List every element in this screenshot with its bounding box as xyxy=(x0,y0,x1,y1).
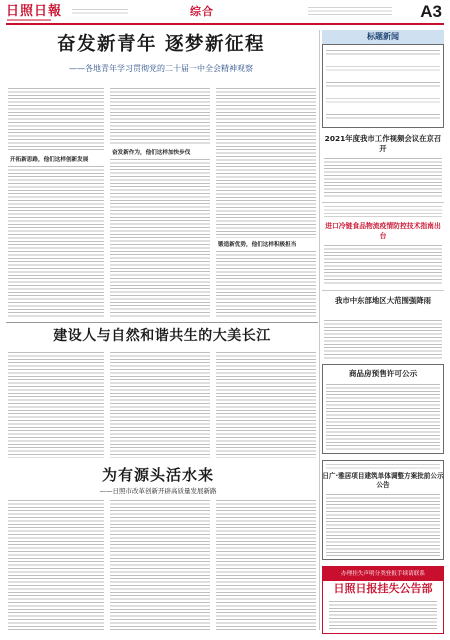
notice-2-title: 日广·雅居项目建筑单体调整方案批前公示公告 xyxy=(322,472,444,489)
headlines-box-title: 标题新闻 xyxy=(322,30,444,44)
masthead-editor-text xyxy=(308,7,392,17)
item-c-headline: 我市中东部地区大范围强降雨 xyxy=(334,296,432,305)
lost-notice-ad-topline: 办理挂失声明分类登报手续请联系 xyxy=(323,567,443,581)
notice-2-text xyxy=(326,494,440,556)
notice-1-text xyxy=(326,384,440,450)
story3-column-text xyxy=(216,500,316,630)
headline-item xyxy=(326,82,440,89)
item-c-text xyxy=(324,320,442,360)
headline-item xyxy=(326,66,440,73)
story2-column-text xyxy=(8,352,104,458)
story3-subheadline: ——日照市改革创新开辟高质量发展新路 xyxy=(99,487,217,495)
lead-column-text xyxy=(110,159,210,318)
lead-column-text xyxy=(110,88,210,146)
notice-2-kicker xyxy=(326,464,440,470)
sidebar-rule xyxy=(322,202,444,203)
story2-rule xyxy=(6,322,318,323)
item-b-headline: 进口冷链食品物流疫情防控技术指南出台 xyxy=(325,222,441,240)
section-label: 综合 xyxy=(190,5,214,18)
item-b-text xyxy=(324,245,442,285)
lead-column-text xyxy=(8,166,104,318)
masthead-rule xyxy=(6,23,444,25)
story3-headline: 为有源头活水来 xyxy=(101,466,214,484)
lead-subhead-1: 开拓新思路，他们这样创新发展 xyxy=(10,157,89,163)
story2-column-text xyxy=(110,352,210,458)
box-a-headline: 2021年度我市工作视频会议在京召开 xyxy=(324,134,442,153)
page-number: A3 xyxy=(420,2,442,21)
box-a-text xyxy=(324,158,442,198)
lead-subhead-3: 锻造新优势，他们这样积极担当 xyxy=(218,242,297,248)
sidebar-rule xyxy=(322,290,444,291)
headline-item xyxy=(326,114,440,121)
logo-underline xyxy=(7,19,51,21)
headline-item xyxy=(326,50,440,57)
lead-column-text xyxy=(8,88,104,152)
lead-column-text xyxy=(216,88,316,238)
notice-1-title: 商品房预售许可公示 xyxy=(348,369,418,378)
story3-column-text xyxy=(8,500,104,630)
lost-notice-ad xyxy=(322,566,444,634)
headline-item xyxy=(326,98,440,105)
lost-notice-ad-contact-text xyxy=(329,601,437,629)
story2-headline: 建设人与自然和谐共生的大美长江 xyxy=(53,328,271,344)
story3-column-text xyxy=(110,500,210,630)
lead-subheadline: ——各地青年学习贯彻党的二十届一中全会精神观察 xyxy=(69,64,253,73)
masthead xyxy=(6,4,444,24)
newspaper-logo: 日照日報 xyxy=(6,4,63,19)
lead-column-text xyxy=(216,251,316,318)
story2-column-text xyxy=(216,352,316,458)
lost-notice-ad-title: 日照日报挂失公告部 xyxy=(333,582,433,595)
sidebar-kicker xyxy=(324,206,442,218)
lead-subhead-2: 奋发新作为，他们这样加快步伐 xyxy=(112,150,191,156)
masthead-date-text xyxy=(72,9,128,16)
sidebar-divider xyxy=(319,30,320,630)
lead-headline: 奋发新青年 逐梦新征程 xyxy=(57,34,265,55)
